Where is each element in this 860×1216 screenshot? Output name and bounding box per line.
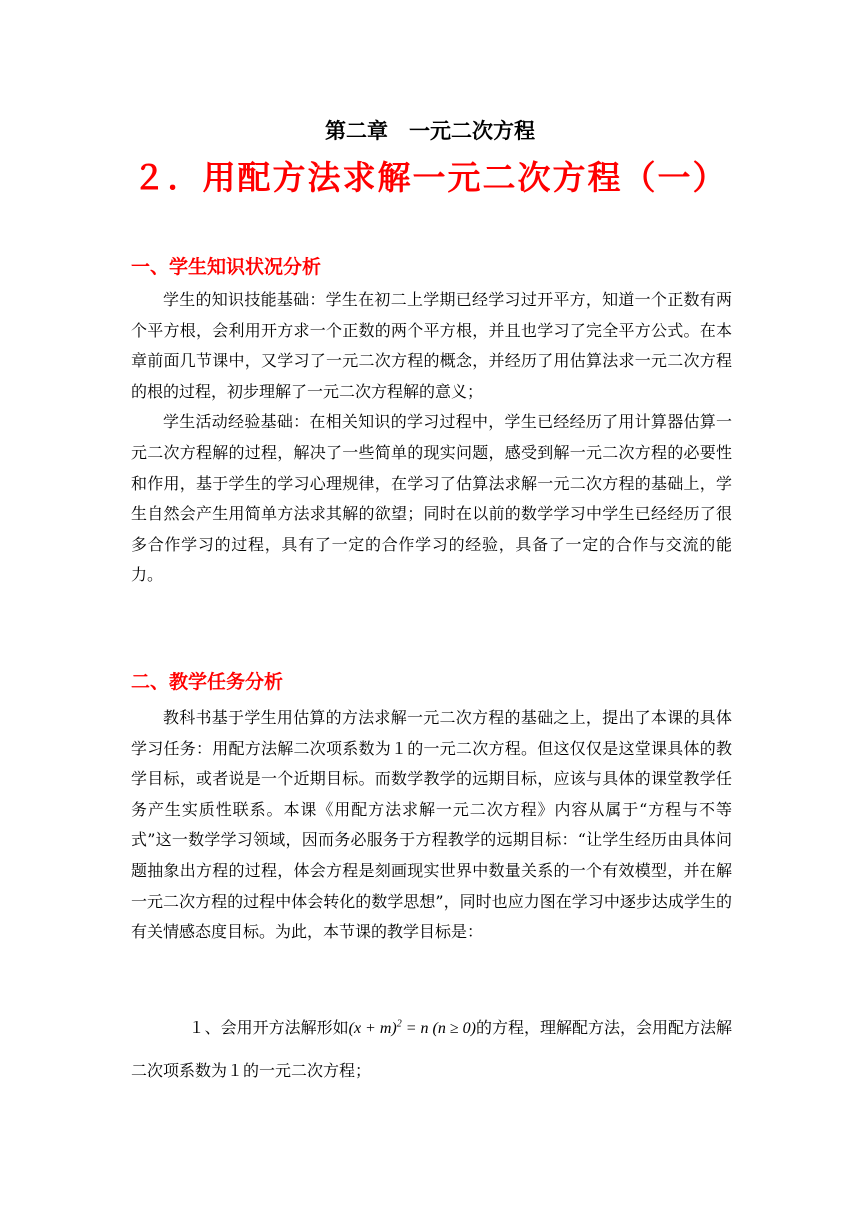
chapter-title: 第二章 一元二次方程 [325,119,535,143]
formula-rhs: = n [401,1020,433,1037]
lesson-title: ２．用配方法求解一元二次方程（一） [132,158,728,197]
section-heading-student-analysis: 一、学生知识状况分析 [131,256,322,278]
section-body-student-analysis [131,285,732,591]
objective-1-suffix: 的方程，理解配方法，会用配方法解二次项系数为１的一元二次方程； [131,1018,732,1080]
formula-exponent: 2 [396,1018,402,1030]
formula [349,1020,476,1037]
objective-1-prefix: １、会用开方法解形如 [188,1018,349,1037]
paragraph-activity-basis: 学生活动经验基础：在相关知识的学习过程中，学生已经经历了用计算器估算一元二次方程解的过程，解决了一些简单的现实问题，感受到解一元二次方程的必要性和作用，基于学生的学习心理规律，在学习了估算法求解一元二次方程的基础上，学生自然会产生用简单方法求其解的欲望；同时在以前的数学学习中学生已经经历了很多合作学习的过程，具有了一定的合作学习的经验，具备了一定的合作与交流的能力。 [131,412,732,585]
formula-condition: (n ≥ 0) [432,1020,476,1037]
paragraph-knowledge-basis: 学生的知识技能基础：学生在初二上学期已经学习过开平方，知道一个正数有两个平方根，会利用开方求一个正数的两个平方根，并且也学习了完全平方公式。在本章前面几节课中，又学习了一元二次方程的概念，并经历了用估算法求一元二次方程的根的过程，初步理解了一元二次方程解的意义； [131,290,732,401]
objective-1 [131,1007,732,1092]
paragraph-task-analysis: 教科书基于学生用估算的方法求解一元二次方程的基础之上，提出了本课的具体学习任务：用配方法解二次项系数为１的一元二次方程。但这仅仅是这堂课具体的教学目标，或者说是一个近期目标。而数学教学的远期目标，应该与具体的课堂教学任务产生实质性联系。本课《用配方法求解一元二次方程》内容从属于“方程与不等式”这一数学学习领域，因而务必服务于方程教学的远期目标：“让学生经历由具体问题抽象出方程的过程，体会方程是刻画现实世界中数量关系的一个有效模型，并在解一元二次方程的过程中体会转化的数学思想”，同时也应力图在学习中逐步达成学生的有关情感态度目标。为此，本节课的教学目标是： [131,708,732,942]
section-heading-task-analysis: 二、教学任务分析 [131,671,284,693]
section-body-task-analysis [131,703,732,948]
formula-lhs: (x + m) [348,1020,397,1037]
